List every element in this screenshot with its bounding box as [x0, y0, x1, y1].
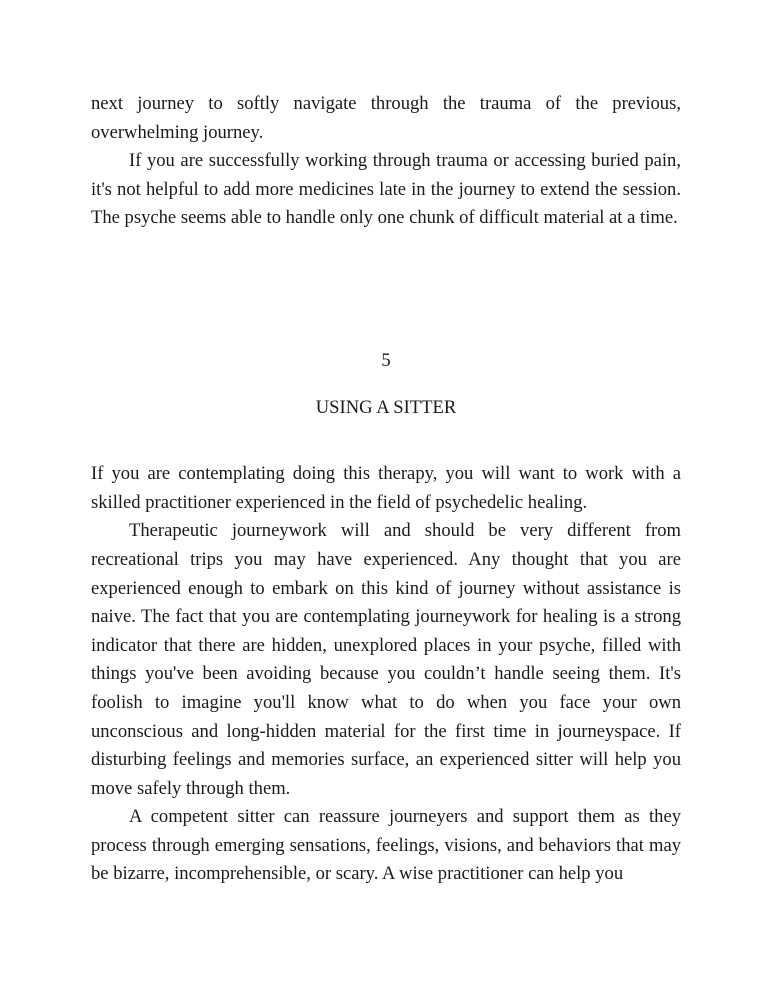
chapter-heading-gap	[91, 422, 681, 460]
chapter-number: 5	[381, 349, 391, 371]
body-paragraph-continuation: next journey to softly navigate through the trauma of the previous, overwhelming journey.	[91, 93, 681, 143]
section-gap	[91, 233, 681, 347]
chapter-paragraph-intro: If you are contemplating doing this therapy, you will want to work with a skilled practitioner experienced in the field of psychedelic healing.	[91, 463, 681, 513]
chapter-paragraph-journeywork: Therapeutic journeywork will and should be very different from recreational trips you may have experienced. Any thought that you are experienced enough to embark on this kind of journey without assistance is naive. The fact that you are contemplating journeywork for healing is a strong indicator that there are hidden, unexplored places in your psyche, filled with things you've been avoiding because you couldn’t handle seeing them. It's foolish to imagine you'll know what to do when you face your own unconscious and long-hidden material for the first time in journeyspace. If disturbing feelings and memories surface, an experienced sitter will help you move safely through them.	[91, 520, 681, 799]
body-paragraph-medicines: If you are successfully working through trauma or accessing buried pain, it's not helpful to add more medicines late in the journey to extend the session. The psyche seems able to handle only one chunk of difficult material at a time.	[91, 150, 681, 229]
chapter-paragraph-sitter: A competent sitter can reassure journeyers and support them as they process through emerging sensations, feelings, visions, and behaviors that may be bizarre, incomprehensible, or scary. A wise practitioner can help you	[91, 806, 681, 885]
chapter-title: USING A SITTER	[315, 396, 457, 418]
document-page	[91, 90, 681, 889]
